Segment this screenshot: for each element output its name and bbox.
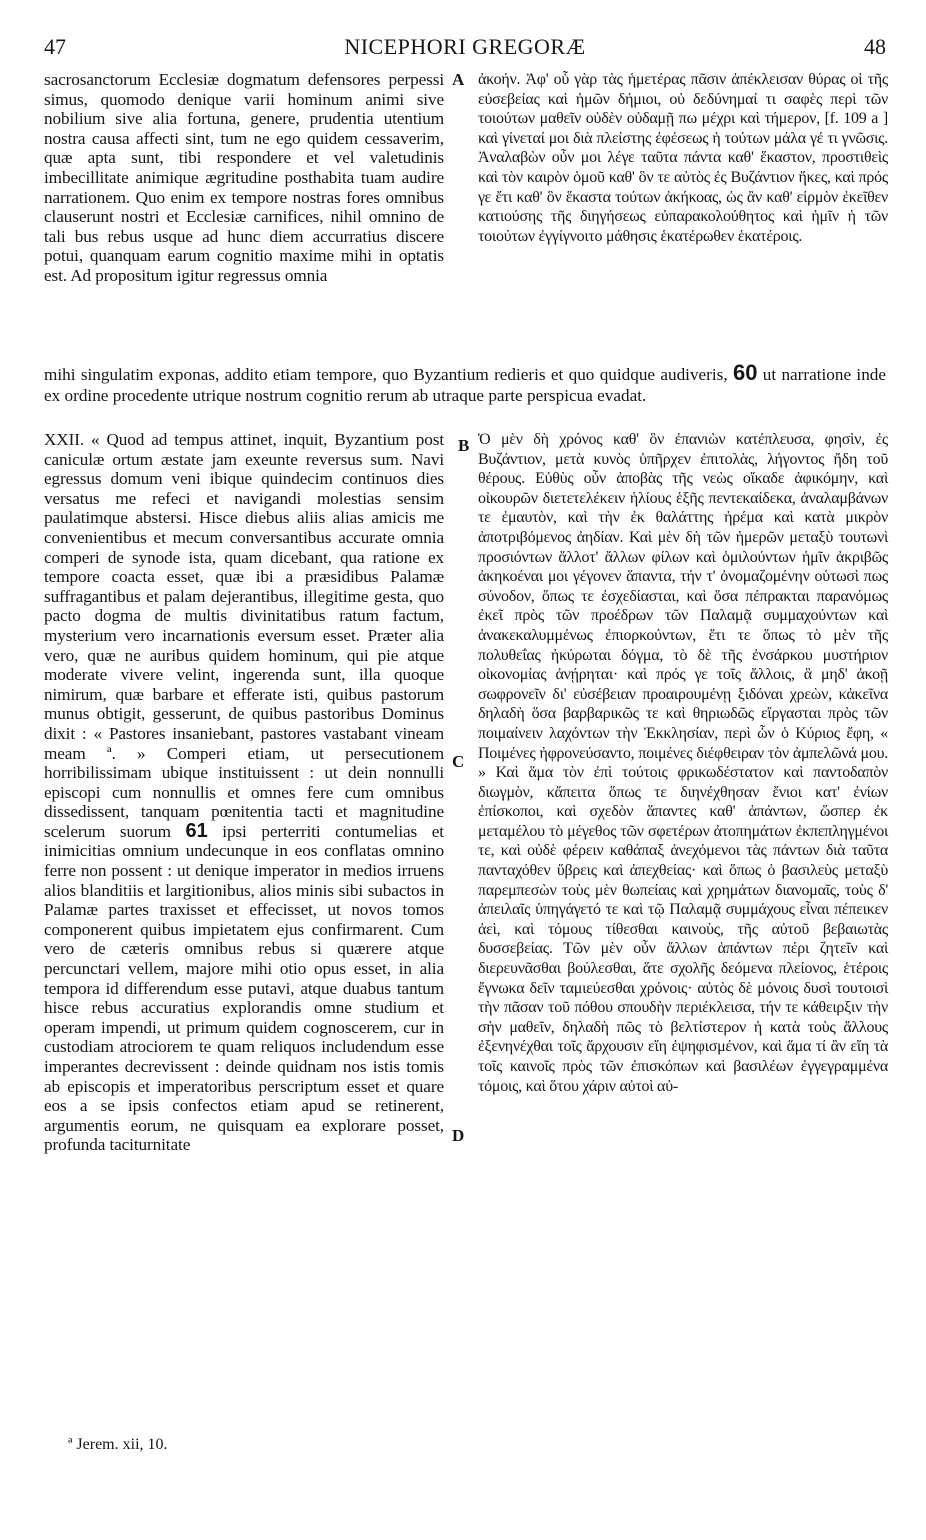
latin-text-block1: sacrosanctorum Ecclesiæ dogmatum defensores perpessi simus, quomodo denique varii hominum animi sive nobilium sive alia fortuna, genere, prudentia utentium nostra causa affecti sint, tum ne ego quidem cessaverim, quæ apta sunt, tibi respondere et vel valetudinis imbecillitate animique ægritudine posthabita tuam audire narrationem. Quo enim ex tempore nostras fores omnibus clauserunt nostri et Ecclesiæ carnifices, nihil omnino de tali bus rebus usque ad hunc diem accurratius discere potui, quanquam earum cognitio maxime mihi in optatis est. Ad propositum igitur regressus omnia <box>44 70 444 285</box>
full-width-text <box>44 362 886 406</box>
running-title: NICEPHORI GREGORÆ <box>344 34 586 59</box>
latin-text-block2-cont: ipsi perterriti contumelias et inimicitias omnium undecunque in eos conflatas omnino ferre non possent : ut denique imperator in medios irruens alios blanditiis et largitionibus, alios minis sibi subactos in Palamæ partes traxisset et effecisset, ut novos tomos componerent quibus impietatem ejus confirmarent. Cum vero de cæteris omnibus rebus si quærere atque percunctari vellem, majore mihi otio opus esset, in alia tempora id differendum esse putavi, atque duabus tantum hisce rebus accuratius explorandis omne studium et operam impendi, ut primum quidem cognoscerem, cur in custodiam atrociorem te quam reliquos includendum esse imperantes decrevissent : deinde quidnam nos istis tomis ab episcopis et imperatoribus perscriptum esset et quare eos a se ipsis confectos etiam apud se retinerent, argumentis eorum, ne quisquam ea explorare posset, profunda taciturnitate <box>44 821 444 1155</box>
latin-column-block2 <box>44 430 444 1155</box>
footnote: ª Jerem. xii, 10. <box>68 1436 168 1453</box>
page-header <box>44 34 886 64</box>
full-width-text-after: ut narratione inde ex ordine procedente utrique nostrum cognitio rerum ab utraque parte perspicua evadat. <box>44 365 887 405</box>
latin-column-block1 <box>44 70 444 286</box>
page-number-marker-60: 60 <box>732 360 758 385</box>
greek-column-block1 <box>478 70 888 246</box>
greek-column-block2 <box>478 430 888 1096</box>
page-number-right: 48 <box>864 34 886 59</box>
full-width-text-before: mihi singulatim exponas, addito etiam tempore, quo Byzantium redieris et quo quidque audiveris, <box>44 365 728 384</box>
page-number-marker-61: 61 <box>185 819 208 842</box>
marginal-marker-b: B <box>458 436 470 455</box>
latin-text-block2: XXII. « Quod ad tempus attinet, inquit, Byzantium post caniculæ ortum æstate jam exeunte reversus sum. Navi egressus domum veni ibique quindecim continuos dies versatus me refeci et navigandi molestias sensim paulatimque abstersi. Hisce diebus aliis alias amicis me convenientibus et mecum conversantibus accurate omnia comperi de synode ista, quam dicebant, qua ratione ex tempore coacta esset, quæ ibi a præsidibus Palamæ suffragantibus et palam dejerantibus, illegitime gesta, quo pacto dogma de multis divinitatibus ratum factum, mysterium vero incarnationis eversum esset. Præter alia vero, quæ ne auribus quidem hominum, qui pie atque moderate vivere velint, ingerenda sunt, illa quoque nimirum, quæ barbare et efferate isti, quibus pastorum munus obtigit, gesserunt, de quibus pastoribus Dominus dixit : « Pastores insaniebant, pastores vastabant vineam meam ª. » Comperi etiam, ut persecutionem horribilissimam ubique instituissent : ut dein nonnulli episcopi cum nonnullis et omnes fere cum omnibus dissedissent, tanquam pœnitentia tacti et magnitudine scelerum suorum <box>44 430 444 841</box>
marginal-marker-d: D <box>452 1126 465 1145</box>
greek-text-block1: ἀκοήν. Ἀφ' οὗ γὰρ τὰς ἡμετέρας πᾶσιν ἀπέκλεισαν θύρας οἱ τῆς εὐσεβείας καὶ ἡμῶν δήμιοι, οὐ δεδύνημαί τι σαφὲς περὶ τῶν τοιούτων μαθεῖν οὐδὲν οὐδαμῇ πω μέχρι καὶ τήμερον, [f. 109 a ] καὶ γίνεταί μοι διὰ πλείστης ἐφέσεως ἡ τούτων μάλα γέ τι γνῶσις. Ἀναλαβὼν οὖν μοι λέγε ταῦτα πάντα καθ' ἕκαστον, προστιθεὶς καὶ τὸν καιρὸν ὁμοῦ καθ' ὃν τε αὐτὸς ἐς Βυζάντιον ἥκες, καὶ πρός γε ἔτι καθ' ὃν ἕκαστα τούτων ἀκήκοας, ὡς ἂν καθ' εἱρμὸν ἐκεῖθεν κατιούσης τῆς διηγήσεως εὐπαρακολούθητος καὶ ἡμῖν ἡ τῶν τοιούτων ἐγγίγνοιτο μάθησις ἑκατέρωθεν ἑκατέροις. <box>478 71 888 245</box>
greek-text-block2: Ὁ μὲν δὴ χρόνος καθ' ὃν ἐπανιὼν κατέπλευσα, φησὶν, ἐς Βυζάντιον, μετὰ κυνὸς ὑπῆρχεν ἐπιτολὰς, λήγοντος ἤδη τοῦ θέρους. Εὐθὺς οὖν ἀποβὰς τῆς νεὼς οἴκαδε ἀφικόμην, καὶ οἰκουρῶν διετετελέκειν ἡλίους ἑξῆς πεντεκαίδεκα, ἀναλαμβάνων τε ἐμαυτὸν, καὶ τὴν ἐκ θαλάττης ἠρέμα καὶ κατὰ μικρὸν ἀποτριβόμενος ἀηδίαν. Καὶ μὲν δὴ τῶν ἡμερῶν μεταξὺ τουτωνὶ προσιόντων ἄλλοτ' ἄλλων φίλων καὶ ὁμιλούντων ἡμῖν ἀκριβῶς ἀκηκοέναι μοι γέγονεν ἅπαντα, τήν τ' ὀνομαζομένην οὑτωσὶ πως σύνοδον, ὅπως τε ἐσχεδίασται, καὶ ὅσα πέπρακται παρανόμως ἐκεῖ πρὸς τῶν προέδρων τῶν Παλαμᾷ συμμαχούντων καὶ ἀνακεκαλυμμένως ἐπιορκούντων, ἔτι τε ὅπως τὸ μὲν τῆς πολυθεΐας ἠκύρωται δόγμα, τὸ δὲ τῆς ἐνσάρκου μυστήριον οἰκονομίας ἀνῄρηται· καὶ πρός γε τοῖς ἄλλοις, ἃ μηδ' ἀκοῇ σωφρονεῖν δι' εὐσέβειαν προαιρουμένῃ ξιδόναι χρεὼν, κἀκεῖνα δηλαδὴ ὅσα βαρβαρικῶς τε καὶ θηριωδῶς εἴργασται πρὸς τῶν ποιμαίνειν λαχόντων τὴν Ἐκκλησίαν, περὶ ὧν ὁ Κύριος ἔφη, « Ποιμένες ἠφρονεύσαντο, ποιμένες διέφθειραν τὸν ἀμπελῶνά μου. » Καὶ ἅμα τὸν ἐπὶ τούτοις φρικωδέστατον καὶ παντοδαπὸν διωγμὸν, κἄπειτα ὅπως τε διηνέχθησαν ἔνιοι κατ' ἐνίων ἐπίσκοποι, καὶ σχεδὸν ἅπαντες καθ' ἁπάντων, ὥσπερ ἐκ μεταμέλου τὸ μέγεθος τῶν σφετέρων ἀτοπημάτων ἐκπεπληγμένοι τε, καὶ οὐδὲ φέρειν καθάπαξ ἀνεχόμενοι τὰς πάντων διὰ ταῦτα πανταχόθεν ὕβρεις καὶ ἀπεχθείας· καὶ ὅπως ὁ βασιλεὺς μεταξὺ παρεμπεσὼν τοὺς μὲν θωπείαις καὶ χρημάτων διανομαῖς, τοὺς δ' ἀπειλαῖς ὑπηγάγετό τε καὶ τῷ Παλαμᾷ συμμάχους εἶναι πέπεικεν ἀεὶ, καὶ τόμους τίθεσθαι καινοὺς, τῆς αὐτοῦ βεβαιωτὰς δυσσεβείας. Τῶν μὲν οὖν ἄλλων ἁπάντων πέρι ζητεῖν καὶ διερευνᾶσθαι βούλεσθαι, ἅτε σχολῆς δεόμενα πλείονος, ἑτέροις ἔγνωκα δεῖν ταμιεύεσθαι χρόνοις· αὐτὸς δὲ μόνοις δυσὶ τουτοισὶ τὴν πᾶσαν τοῦ πόθου σπουδὴν περιέκλεισα, τήν τε κάθειρξιν τὴν σὴν μαθεῖν, δηλαδὴ πῶς τὸ βελτίστερον ἡ κατὰ τοὺς ἄλλους ἐξενηνέχθαι τοῖς ἄρχουσιν εἴη ἐψηφισμένον, καὶ ἅμα τί ἂν εἴη τὰ τοῖς καινοῖς πρὸς τῶν ἐπισκόπων καὶ βασιλέων ἐγγεγραμμένα τόμοις, καὶ ὅτου χάριν αὐτοὶ αὐ- <box>478 431 888 1095</box>
page-number-left: 47 <box>44 34 66 59</box>
marginal-marker-a: A <box>452 70 465 89</box>
marginal-marker-c: C <box>452 752 465 771</box>
